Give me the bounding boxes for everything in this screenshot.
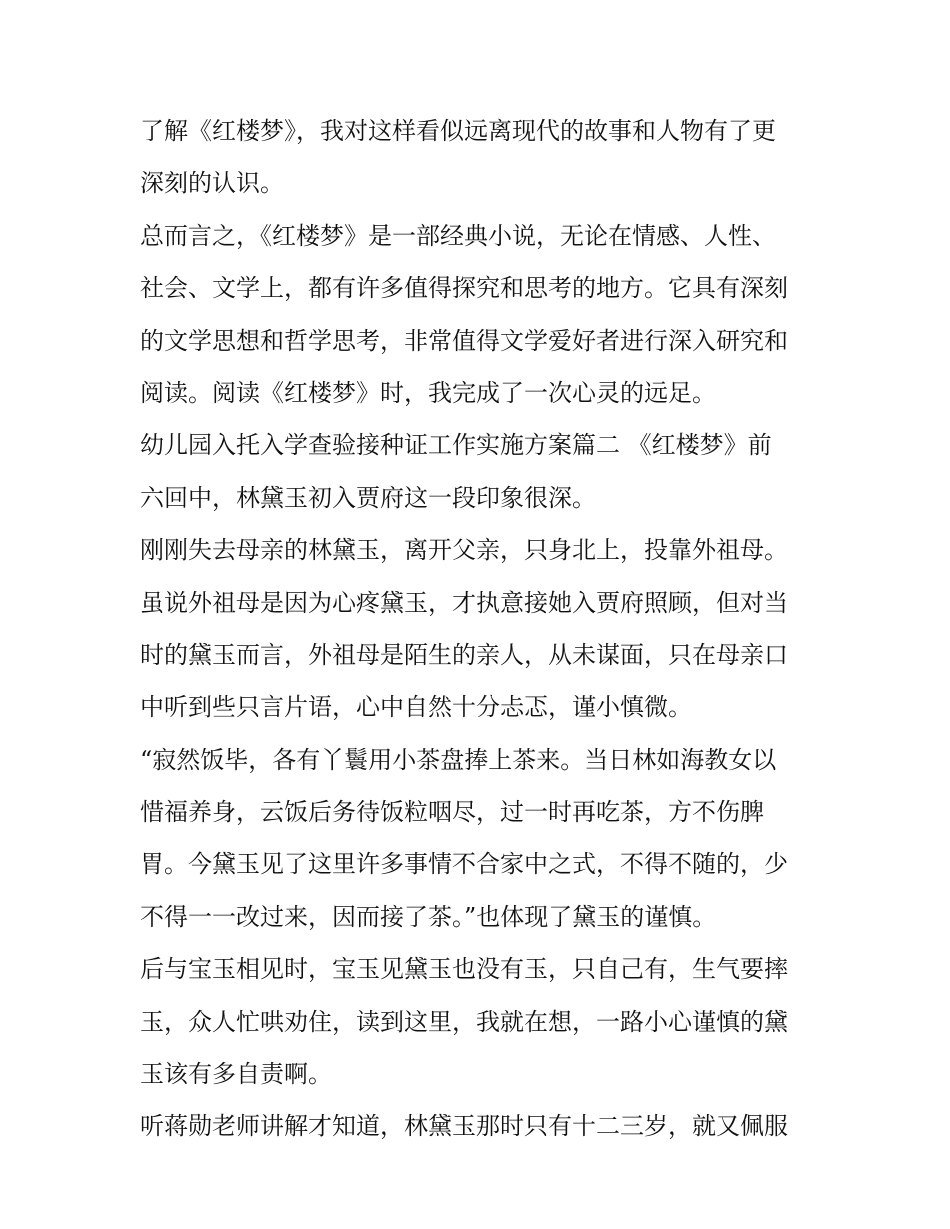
- text-line: 胃。今黛玉见了这里许多事情不合家中之式，不得不随的，少: [140, 850, 788, 879]
- text-line: 的文学思想和哲学思考，非常值得文学爱好者进行深入研究和: [140, 326, 788, 355]
- text-line: 时的黛玉而言，外祖母是陌生的亲人，从未谋面，只在母亲口: [140, 640, 788, 669]
- text-line: 幼儿园入托入学查验接种证工作实施方案篇二 《红楼梦》前: [140, 431, 772, 460]
- text-line: 听蒋勋老师讲解才知道，林黛玉那时只有十二三岁，就又佩服: [140, 1112, 788, 1141]
- document-body: [140, 105, 820, 1153]
- text-line: 深刻的认识。: [140, 169, 284, 198]
- text-line: 刚刚失去母亲的林黛玉，离开父亲，只身北上，投靠外祖母。: [140, 536, 788, 565]
- text-line: 阅读。阅读《红楼梦》时，我完成了一次心灵的远足。: [140, 378, 716, 407]
- text-line: 中听到些只言片语，心中自然十分忐忑，谨小慎微。: [140, 693, 692, 722]
- text-line: 虽说外祖母是因为心疼黛玉，才执意接她入贾府照顾，但对当: [140, 588, 788, 617]
- text-line: “寂然饭毕，各有丫鬟用小茶盘捧上茶来。当日林如海教女以: [140, 745, 777, 774]
- text-line: 玉该有多自责啊。: [140, 1060, 332, 1089]
- text-line: 社会、文学上，都有许多值得探究和思考的地方。它具有深刻: [140, 274, 788, 303]
- text-line: 不得一一改过来，因而接了茶。”也体现了黛玉的谨慎。: [140, 902, 717, 931]
- text-line: 惜福养身，云饭后务待饭粒咽尽，过一时再吃茶，方不伤脾: [140, 798, 764, 827]
- text-line: 后与宝玉相见时，宝玉见黛玉也没有玉，只自己有，生气要摔: [140, 955, 788, 984]
- text-line: 玉，众人忙哄劝住，读到这里，我就在想，一路小心谨慎的黛: [140, 1007, 788, 1036]
- text-line: 了解《红楼梦》，我对这样看似远离现代的故事和人物有了更: [140, 117, 776, 145]
- text-line: 总而言之，《红楼梦》是一部经典小说，无论在情感、人性、: [140, 221, 776, 250]
- text-line: 六回中，林黛玉初入贾府这一段印象很深。: [140, 483, 596, 512]
